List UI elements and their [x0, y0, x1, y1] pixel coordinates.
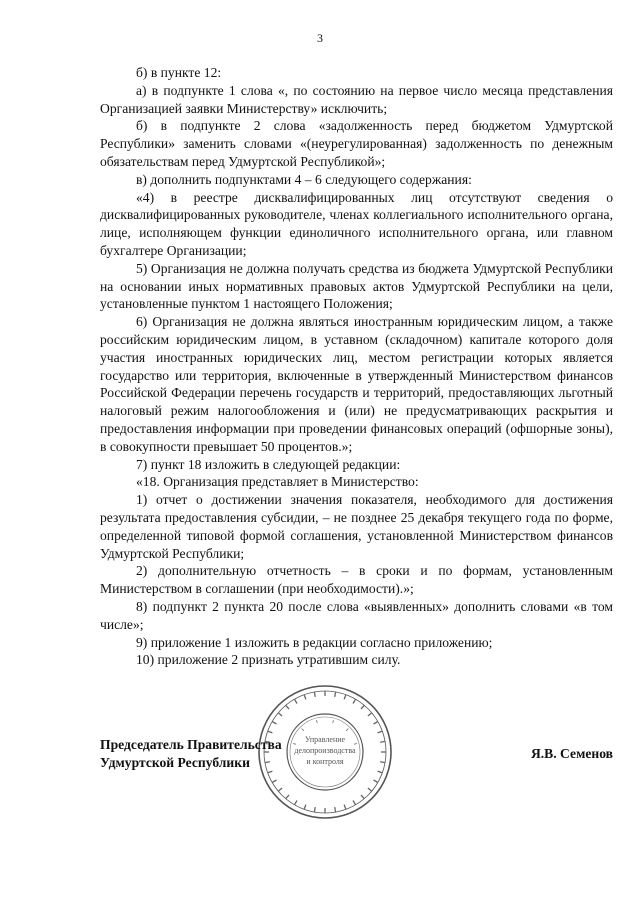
signature-block	[100, 736, 613, 776]
document-body	[100, 64, 613, 669]
signer-title-line-2: Удмуртской Республики	[100, 755, 250, 770]
stamp-line-1: Управление	[304, 735, 346, 744]
paragraph: б) в подпункте 2 слова «задолженность перед бюджетом Удмуртской Республики» заменить словами «(неурегулированная) задолженность по денежным обязательствам перед Удмуртской Республикой»;	[100, 118, 613, 169]
stamp-line-2: делопроизводства	[294, 746, 356, 755]
signer-name: Я.В. Семенов	[530, 746, 613, 761]
paragraph: 9) приложение 1 изложить в редакции согласно приложению;	[136, 634, 493, 650]
paragraph: 10) приложение 2 признать утратившим силу.	[136, 652, 401, 668]
paragraph: в) дополнить подпунктами 4 – 6 следующего содержания:	[136, 171, 472, 187]
page-number: 3	[317, 31, 323, 45]
paragraph: 2) дополнительную отчетность – в сроки и по формам, установленным Министерством в соглашении (при необходимости).»;	[100, 563, 613, 597]
paragraph: 6) Организация не должна являться иностранным юридическим лицом, а также российским юридическим лицом, в уставном (складочном) капитале которого доля участия иностранных юридических лиц, местом регистрации которых является государство или территория, включенные в утвержденный Министерством финансов Российской Федерации перечень государств и территорий, предоставляющих льготный налоговый режим налогообложения и (или) не предусматривающих раскрытия и предоставления информации при проведении финансовых операций (офшорные зоны), в совокупности превышает 50 процентов.»;	[100, 314, 613, 454]
signer-title-line-1: Председатель Правительства	[100, 737, 282, 752]
signer-title	[100, 736, 282, 772]
paragraph: а) в подпункте 1 слова «, по состоянию на первое число месяца представления Организацией заявки Министерству» исключить;	[100, 82, 613, 116]
paragraph: б) в пункте 12:	[136, 65, 222, 80]
paragraph: 7) пункт 18 изложить в следующей редакции:	[136, 456, 401, 472]
paragraph: «4) в реестре дисквалифицированных лиц отсутствуют сведения о дисквалифицированных руководителе, членах коллегиального исполнительного органа, лице, исполняющем функции единоличного исполнительного органа, или главном бухгалтере Организации;	[100, 189, 613, 258]
paragraph: 8) подпункт 2 пункта 20 после слова «выявленных» дополнить словами «в том числе»;	[100, 598, 613, 632]
paragraph: «18. Организация представляет в Министерство:	[136, 474, 419, 490]
stamp-line-3: и контроля	[306, 757, 344, 766]
paragraph: 5) Организация не должна получать средства из бюджета Удмуртской Республики на основании иных нормативных правовых актов Удмуртской Республики на цели, установленные пунктом 1 настоящего Положения;	[100, 260, 613, 312]
paragraph: 1) отчет о достижении значения показателя, необходимого для достижения результата предоставления субсидии, – не позднее 25 декабря текущего года по форме, определенной типовой формой соглашения, установленной Министерством финансов Удмуртской Республики;	[100, 492, 613, 561]
